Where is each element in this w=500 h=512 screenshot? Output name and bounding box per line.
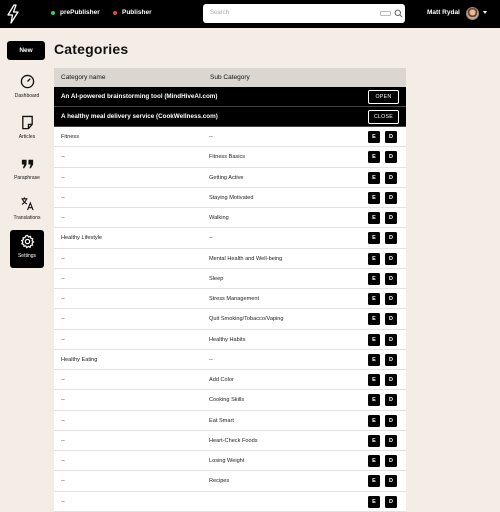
sidebar-item-translations[interactable] xyxy=(10,192,44,228)
table-row xyxy=(54,127,406,147)
table-row xyxy=(54,350,406,370)
subcategory-cell: Recipes xyxy=(209,478,230,485)
table-row xyxy=(54,471,406,491)
delete-button[interactable]: D xyxy=(385,273,397,285)
sidebar-item-dashboard[interactable] xyxy=(10,70,44,106)
sidebar-item-label: Translations xyxy=(13,215,41,221)
edit-button[interactable]: E xyxy=(368,253,380,265)
top-bar xyxy=(0,0,500,28)
table-row xyxy=(54,147,406,167)
table-row xyxy=(54,228,406,248)
category-cell: -- xyxy=(61,255,65,262)
edit-button[interactable]: E xyxy=(368,496,380,508)
delete-button[interactable]: D xyxy=(385,293,397,305)
subcategory-cell: Add Color xyxy=(209,377,234,383)
delete-button[interactable]: D xyxy=(385,475,397,487)
category-cell: -- xyxy=(61,316,65,323)
edit-button[interactable]: E xyxy=(368,435,380,447)
delete-button[interactable]: D xyxy=(385,253,397,265)
delete-button[interactable]: D xyxy=(385,496,397,508)
search-icon[interactable] xyxy=(394,9,403,18)
subcategory-cell: Losing Weight xyxy=(209,458,245,464)
edit-button[interactable]: E xyxy=(368,273,380,285)
table-row xyxy=(54,249,406,269)
promo-text: A healthy meal delivery service (CookWellness.com) xyxy=(61,113,218,120)
table-row xyxy=(54,431,406,451)
gear-icon xyxy=(20,234,35,249)
env-preprod-link[interactable] xyxy=(51,9,100,16)
subcategory-cell: Sleep xyxy=(209,275,224,282)
search-placeholder: Search xyxy=(210,10,230,16)
category-cell: -- xyxy=(61,336,65,343)
env-publisher-link[interactable] xyxy=(113,9,152,16)
category-cell: -- xyxy=(61,174,65,181)
table-row xyxy=(54,492,406,512)
table-row xyxy=(54,411,406,431)
table-row xyxy=(54,269,406,289)
category-cell: -- xyxy=(61,215,65,221)
subcategory-cell: Stress Management xyxy=(209,296,260,302)
delete-button[interactable]: D xyxy=(385,354,397,366)
sidebar-item-paraphrase[interactable] xyxy=(10,152,44,188)
category-cell: -- xyxy=(61,296,65,302)
category-cell: -- xyxy=(61,458,65,464)
edit-button[interactable]: E xyxy=(368,172,380,184)
sidebar-item-label: Dashboard xyxy=(14,93,40,99)
edit-button[interactable]: E xyxy=(368,354,380,366)
delete-button[interactable]: D xyxy=(385,151,397,163)
edit-button[interactable]: E xyxy=(368,232,380,244)
table-row xyxy=(54,451,406,471)
subcategory-cell: Mental Health and Well-being xyxy=(209,255,283,262)
edit-button[interactable]: E xyxy=(368,374,380,386)
sidebar-item-label: Articles xyxy=(18,134,36,140)
subcategory-cell: -- xyxy=(209,235,213,242)
avatar[interactable] xyxy=(466,7,479,20)
edit-button[interactable]: E xyxy=(368,313,380,325)
promo-text: An AI-powered brainstorming tool (MindHiveAI.com) xyxy=(61,93,218,100)
table-row xyxy=(54,168,406,188)
delete-button[interactable]: D xyxy=(385,374,397,386)
env-publisher-label: Publisher xyxy=(122,9,152,16)
subcategory-cell: -- xyxy=(209,134,213,140)
sidebar-item-label: Paraphrase xyxy=(14,175,40,181)
sidebar-item-label: Settings xyxy=(17,253,37,259)
table-row xyxy=(54,390,406,410)
env-preprod-label: prePublisher xyxy=(60,9,100,16)
delete-button[interactable]: D xyxy=(385,232,397,244)
category-cell: -- xyxy=(61,437,65,444)
table-row xyxy=(54,370,406,390)
delete-button[interactable]: D xyxy=(385,334,397,346)
category-cell: -- xyxy=(61,478,65,485)
lightning-logo-icon[interactable] xyxy=(6,5,20,23)
delete-button[interactable]: D xyxy=(385,131,397,143)
category-cell: -- xyxy=(61,377,65,383)
translate-icon xyxy=(20,196,35,211)
edit-button[interactable]: E xyxy=(368,151,380,163)
subcategory-cell: -- xyxy=(209,356,213,363)
categories-table xyxy=(54,68,406,512)
category-cell: Healthy Lifestyle xyxy=(61,235,103,242)
subcategory-cell: Heart-Check Foods xyxy=(209,437,258,444)
keyboard-shortcut-icon xyxy=(380,11,391,16)
subcategory-cell: Fitness Basics xyxy=(209,154,246,161)
sidebar-item-settings[interactable] xyxy=(10,230,44,268)
category-cell: -- xyxy=(61,154,65,161)
page-title: Categories xyxy=(54,41,129,57)
edit-button[interactable]: E xyxy=(368,293,380,305)
column-header-subcategory: Sub Category xyxy=(210,74,250,81)
user-name[interactable]: Matt Rydal xyxy=(427,9,460,16)
delete-button[interactable]: D xyxy=(385,313,397,325)
edit-button[interactable]: E xyxy=(368,192,380,204)
subcategory-cell: Walking xyxy=(209,215,229,221)
edit-button[interactable]: E xyxy=(368,212,380,224)
close-button[interactable]: CLOSE xyxy=(368,110,399,124)
new-button[interactable]: New xyxy=(7,41,45,60)
status-dot-green-icon xyxy=(51,11,55,15)
edit-button[interactable]: E xyxy=(368,415,380,427)
category-cell: Healthy Eating xyxy=(61,356,98,363)
search-input[interactable] xyxy=(203,4,405,23)
chevron-down-icon[interactable] xyxy=(483,11,487,14)
quote-icon xyxy=(20,156,35,171)
table-body xyxy=(54,127,406,512)
open-button[interactable]: OPEN xyxy=(368,90,399,104)
edit-button[interactable]: E xyxy=(368,455,380,467)
promo-row xyxy=(54,87,406,107)
delete-button[interactable]: D xyxy=(385,455,397,467)
delete-button[interactable]: D xyxy=(385,435,397,447)
table-row xyxy=(54,208,406,228)
delete-button[interactable]: D xyxy=(385,212,397,224)
subcategory-cell: Getting Active xyxy=(209,174,244,181)
subcategory-cell: Healthy Habits xyxy=(209,336,246,343)
table-row xyxy=(54,309,406,329)
subcategory-cell: Staying Motivated xyxy=(209,194,254,201)
subcategory-cell: Eat Smart xyxy=(209,417,234,424)
edit-button[interactable]: E xyxy=(368,394,380,406)
table-row xyxy=(54,330,406,350)
subcategory-cell: Quit Smoking/Tobacco/Vaping xyxy=(209,316,284,323)
delete-button[interactable]: D xyxy=(385,192,397,204)
delete-button[interactable]: D xyxy=(385,172,397,184)
column-header-category: Category name xyxy=(61,74,106,81)
edit-button[interactable]: E xyxy=(368,334,380,346)
sidebar-item-articles[interactable] xyxy=(10,111,44,147)
promo-row xyxy=(54,107,406,127)
delete-button[interactable]: D xyxy=(385,415,397,427)
document-icon xyxy=(20,115,35,130)
category-cell: -- xyxy=(61,417,65,424)
category-cell: -- xyxy=(61,498,65,505)
gauge-icon xyxy=(20,74,35,89)
subcategory-cell: Cooking Skills xyxy=(209,397,245,404)
category-cell: -- xyxy=(61,275,65,282)
edit-button[interactable]: E xyxy=(368,131,380,143)
table-row xyxy=(54,289,406,309)
category-cell: Fitness xyxy=(61,134,80,140)
table-header xyxy=(54,68,406,87)
delete-button[interactable]: D xyxy=(385,394,397,406)
category-cell: -- xyxy=(61,194,65,201)
table-row xyxy=(54,188,406,208)
status-dot-red-icon xyxy=(113,11,117,15)
edit-button[interactable]: E xyxy=(368,475,380,487)
category-cell: -- xyxy=(61,397,65,404)
